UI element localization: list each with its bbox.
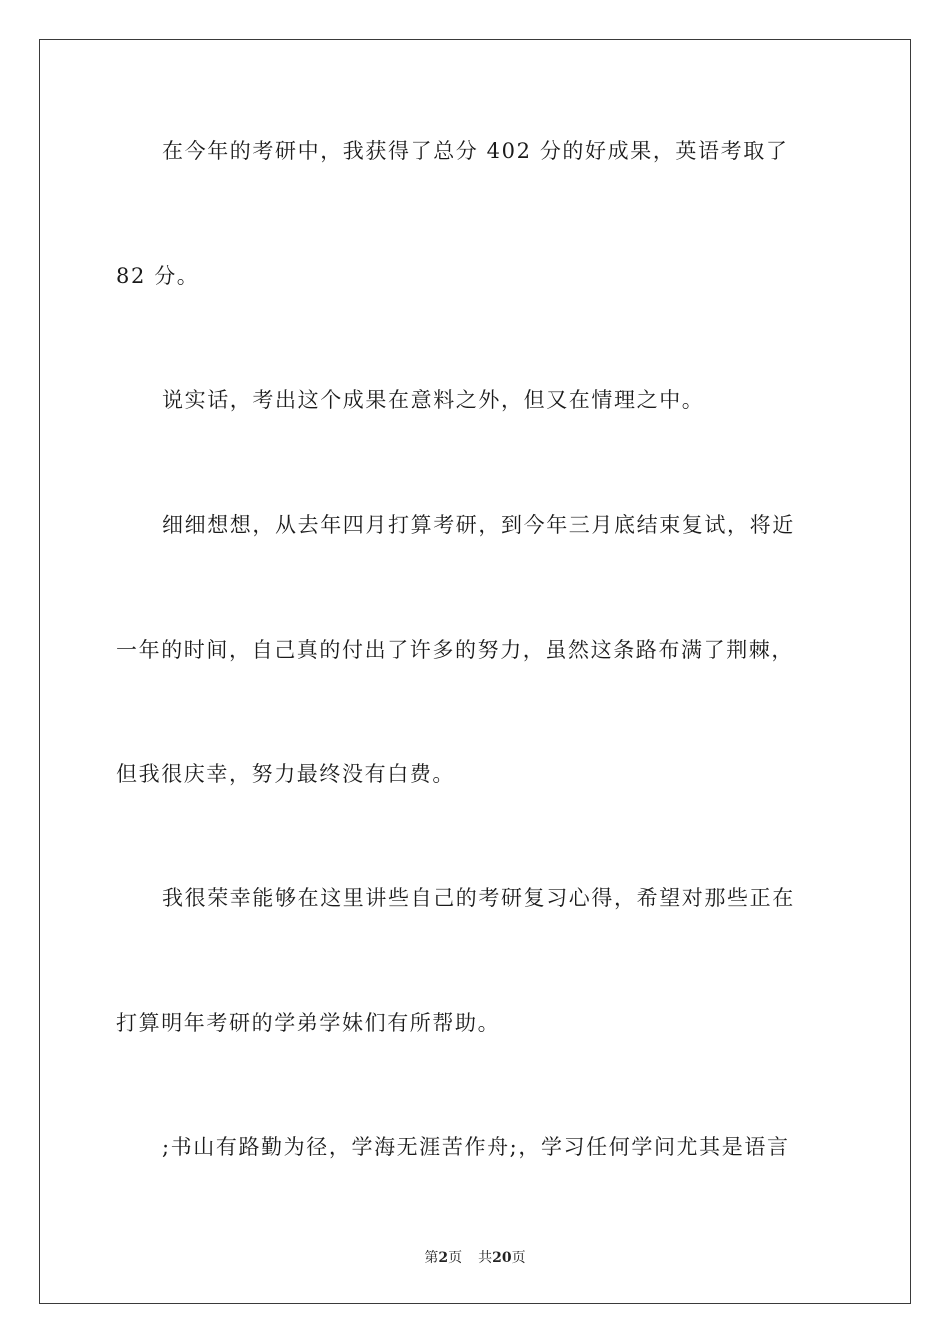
footer-page-current: 2 (438, 1250, 449, 1266)
page-border (39, 39, 911, 1304)
footer-total-suffix: 页 (511, 1250, 526, 1266)
page-footer (0, 1249, 950, 1267)
paragraph-1-line-1: 在今年的考研中，我获得了总分 402 分的好成果，英语考取了 (162, 139, 789, 163)
footer-page-prefix: 第 (424, 1250, 439, 1266)
paragraph-2-line-1: 说实话，考出这个成果在意料之外，但又在情理之中。 (162, 388, 705, 412)
footer-total-prefix: 共 (478, 1250, 493, 1266)
paragraph-3-line-2: 一年的时间，自己真的付出了许多的努力，虽然这条路布满了荆棘， (116, 638, 794, 662)
footer-page-total: 20 (492, 1250, 512, 1266)
paragraph-4-line-1: 我很荣幸能够在这里讲些自己的考研复习心得，希望对那些正在 (162, 886, 795, 910)
paragraph-5-line-1: ;书山有路勤为径，学海无涯苦作舟;，学习任何学问尤其是语言 (162, 1135, 790, 1159)
paragraph-3-line-3: 但我很庆幸，努力最终没有白费。 (116, 762, 455, 786)
footer-page-suffix: 页 (448, 1250, 463, 1266)
paragraph-1-line-2: 82 分。 (116, 264, 200, 288)
paragraph-4-line-2: 打算明年考研的学弟学妹们有所帮助。 (116, 1011, 501, 1035)
paragraph-3-line-1: 细细想想，从去年四月打算考研，到今年三月底结束复试，将近 (162, 513, 795, 537)
